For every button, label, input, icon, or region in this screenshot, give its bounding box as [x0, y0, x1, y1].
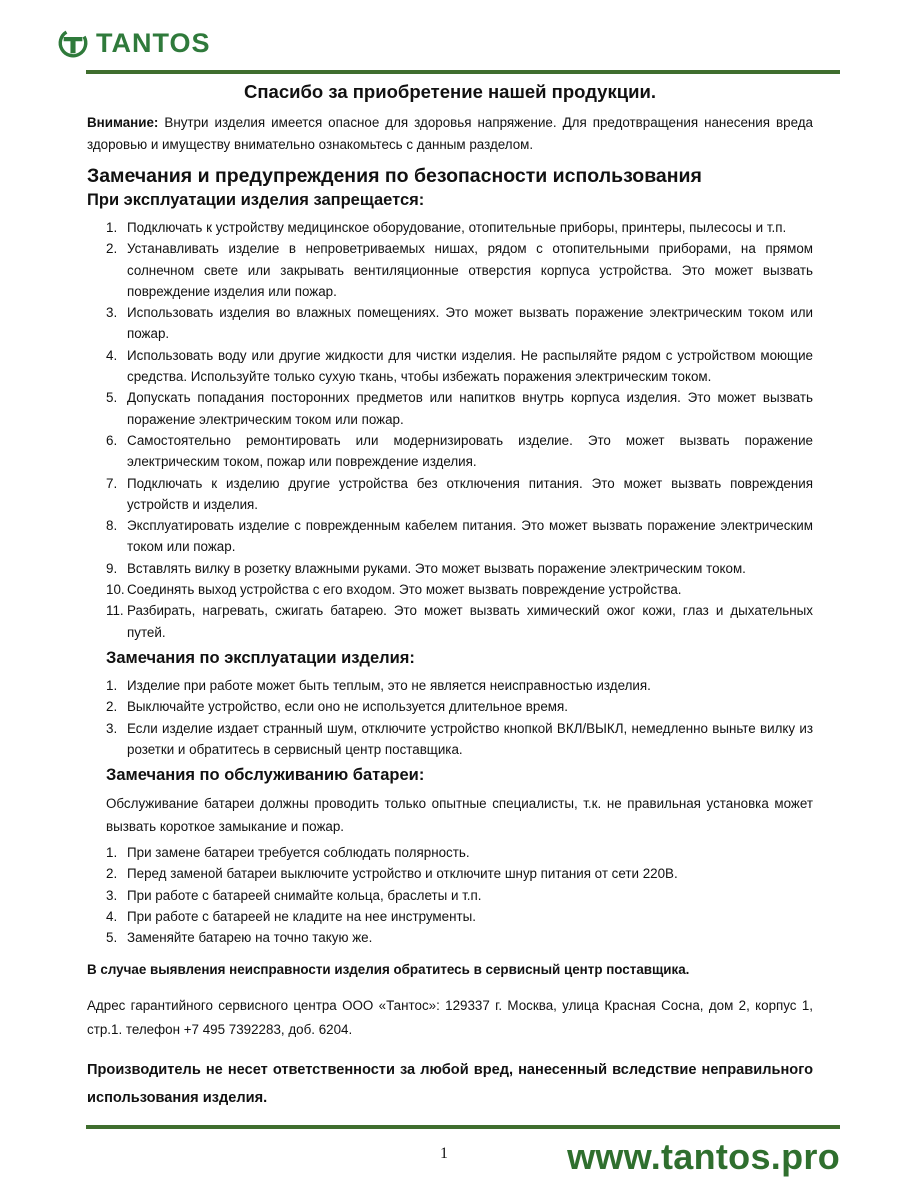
battery-heading: Замечания по обслуживанию батареи: — [106, 766, 425, 785]
footer-rule — [86, 1125, 840, 1129]
list-item: 2. Устанавливать изделие в непроветриваемых нишах, рядом с отопительными приборами, на прямом солнечном свете или закрывать вентиляционные отверстия корпуса устройства. Это может вызвать повреждение изделия или пожар. — [106, 241, 813, 299]
page-title: Спасибо за приобретение нашей продукции. — [244, 81, 656, 102]
safety-heading: Замечания и предупреждения по безопасности использования — [87, 165, 702, 187]
list-item: 4. При работе с батареей не кладите на нее инструменты. — [106, 909, 476, 925]
service-notice: В случае выявления неисправности изделия обратитесь в сервисный центр поставщика. — [87, 961, 690, 977]
tantos-logo-icon — [56, 26, 90, 60]
header-rule — [86, 70, 840, 74]
list-item: 7. Подключать к изделию другие устройства без отключения питания. Это может вызвать повреждения устройств и изделия. — [106, 475, 813, 512]
document-body — [87, 78, 813, 1112]
list-item: 3. Если изделие издает странный шум, отключите устройство кнопкой ВКЛ/ВЫКЛ, немедленно выньте вилку из розетки и обратитесь в сервисный центр поставщика. — [106, 720, 813, 757]
page-number: 1 — [440, 1145, 448, 1162]
warning-paragraph — [87, 112, 813, 155]
list-item: 1. При замене батареи требуется соблюдать полярность. — [106, 845, 470, 861]
operation-heading: Замечания по эксплуатации изделия: — [106, 648, 415, 667]
warning-text: Внутри изделия имеется опасное для здоровья напряжение. Для предотвращения нанесения вреда здоровью и имуществу внимательно ознакомьтесь с данным разделом. — [87, 115, 813, 152]
list-item: 3. Использовать изделия во влажных помещениях. Это может вызвать поражение электрическим током или пожар. — [106, 305, 813, 342]
list-item: 3. При работе с батареей снимайте кольца, браслеты и т.п. — [106, 887, 482, 903]
list-item: 4. Использовать воду или другие жидкости для чистки изделия. Не распыляйте рядом с устройством моющие средства. Используйте только сухую ткань, чтобы избежать поражения электрическим током. — [106, 347, 813, 385]
service-address: Адрес гарантийного сервисного центра ООО «Тантос»: 129337 г. Москва, улица Красная Сосна, дом 2, корпус 1, стр.1. телефон +7 495 7392283, доб. 6204. — [87, 997, 813, 1037]
disclaimer: Производитель не несет ответственности за любой вред, нанесенный вследствие неправильного использования изделия. — [87, 1061, 813, 1106]
list-item: 2. Перед заменой батареи выключите устройство и отключите шнур питания от сети 220В. — [106, 866, 678, 882]
list-item: 6. Самостоятельно ремонтировать или модернизировать изделие. Это может вызвать поражение электрическим током, пожар или повреждение изделия. — [106, 432, 813, 470]
list-item: 1. Подключать к устройству медицинское оборудование, отопительные приборы, принтеры, пылесосы и т.п. — [106, 220, 787, 235]
list-item: 2. Выключайте устройство, если оно не используется длительное время. — [106, 699, 568, 715]
list-item: 8. Эксплуатировать изделие с поврежденным кабелем питания. Это может вызвать поражение электрическим током или пожар. — [106, 518, 813, 555]
battery-list — [87, 842, 813, 948]
brand-logo — [56, 26, 211, 60]
battery-intro: Обслуживание батареи должны проводить только опытные специалисты, т.к. не правильная установка может вызвать короткое замыкание и пожар. — [106, 796, 813, 835]
list-item: 5. Допускать попадания посторонних предметов или напитков внутрь корпуса изделия. Это может вызвать поражение электрическим током или пожар. — [106, 390, 813, 427]
operation-list — [87, 675, 813, 760]
brand-name: TANTOS — [96, 27, 211, 58]
list-item: 1. Изделие при работе может быть теплым, это не является неисправностью изделия. — [106, 677, 651, 693]
list-item: 11. Разбирать, нагревать, сжигать батарею. Это может вызвать химический ожог кожи, глаз и дыхательных путей. — [106, 603, 813, 640]
prohibited-heading: При эксплуатации изделия запрещается: — [87, 191, 425, 209]
list-item: 10. Соединять выход устройства с его входом. Это может вызвать повреждение устройства. — [106, 582, 682, 598]
website-link[interactable]: www.tantos.pro — [567, 1136, 840, 1177]
list-item: 9. Вставлять вилку в розетку влажными руками. Это может вызвать поражение электрическим током. — [106, 560, 746, 576]
prohibited-list — [87, 217, 813, 643]
list-item: 5. Заменяйте батарею на точно такую же. — [106, 930, 373, 946]
warning-label: Внимание: — [87, 115, 159, 130]
